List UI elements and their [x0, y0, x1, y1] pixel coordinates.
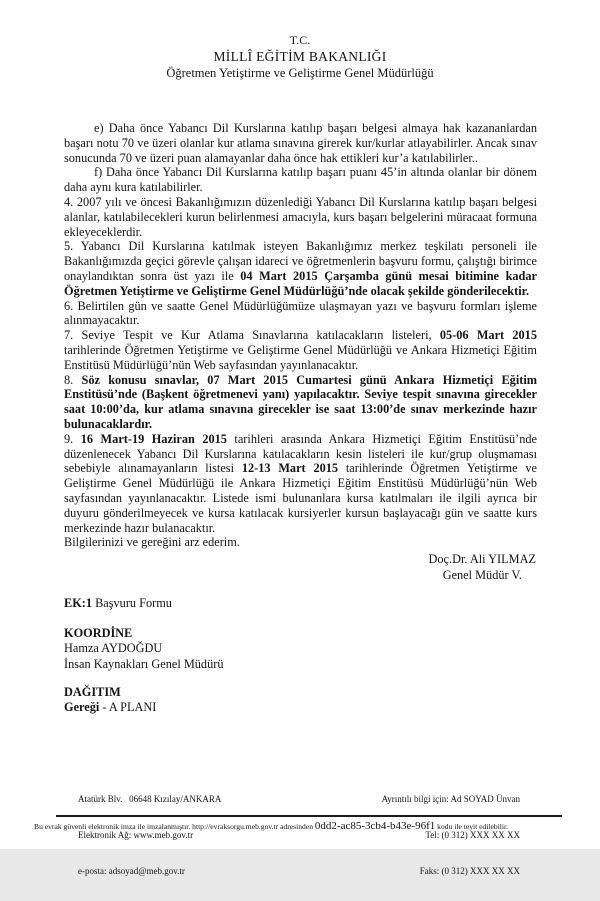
footer-email-line: e-posta: adsoyad@meb.gov.tr	[78, 866, 185, 876]
verification-suffix: kodu ile teyit edilebilir.	[435, 822, 509, 831]
letterhead-state: T.C.	[289, 33, 311, 47]
footer-web-line: Elektronik Ağ: www.meb.gov.tr	[78, 830, 194, 840]
dagitim-value: - A PLANI	[99, 699, 157, 714]
paragraph: 6. Belirtilen gün ve saatte Genel Müdürlüğümüze ulaşmayan yazı ve başvuru formları işleme alınmayacaktır.	[64, 298, 537, 328]
dagitim-heading: DAĞITIM	[64, 684, 121, 699]
attachment-line	[64, 596, 537, 611]
footer-address-line: Atatürk Blv. 06648 Kızılay/ANKARA	[78, 794, 222, 804]
letterhead-ministry: MİLLÎ EĞİTİM BAKANLIĞI	[213, 49, 387, 64]
dagitim-line	[64, 700, 537, 715]
footer-contact-column	[382, 769, 520, 901]
paragraph: f) Daha önce Yabancı Dil Kurslarına katılıp başarı puanı 45’in altında olanlar bir dönem daha aynı kura katılabilirler.	[64, 165, 537, 195]
footer-info-line: Ayrıntılı bilgi için: Ad SOYAD Ünvan	[381, 794, 520, 804]
koordine-name: Hamza AYDOĞDU	[64, 641, 163, 656]
letterhead	[0, 0, 600, 81]
paragraph: 9. 16 Mart-19 Haziran 2015 tarihleri arasında Ankara Hizmetiçi Eğitim Enstitüsü’nde düzenlenecek Yabancı Dil Kurslarına katılacakların kesin listeleri ile kur/grup oluşmaması sebebiyle alınamayanların listesi 12-13 Mart 2015 tarihlerinde Öğretmen Yetiştirme ve Geliştirme Genel Müdürlüğü ile Ankara Hizmetiçi Eğitim Enstitüsü Müdürlüğü’nün Web sayfasından yayınlanacaktır. Listede ismi bulunanlara kursa katılmaları ile ilgili ayrıca bir duyuru gönderilmeyecek ve kursa katılacak kursiyerler kursun başlayacağı gün ve saatte kurs merkezinde hazır bulanacaktır.	[64, 431, 537, 535]
letterhead-directorate: Öğretmen Yetiştirme ve Geliştirme Genel Müdürlüğü	[166, 66, 434, 80]
paragraph: 8. Söz konusu sınavlar, 07 Mart 2015 Cumartesi günü Ankara Hizmetiçi Eğitim Enstitüsü’nde (Başkent öğretmenevi yanı) yapılacaktır. Seviye tespit sınavına girecekler saat 10:00’da, kur atlama sınavına girecekler ise saat 13:00’de sınav merkezinde hazır bulunacaklardır.	[64, 372, 537, 431]
footer-address-column	[78, 769, 221, 901]
paragraph: e) Daha önce Yabancı Dil Kurslarına katılıp başarı belgesi almaya hak kazananlardan başarı notu 70 ve üzeri olanlar kur atlama sınavına girerek kur/kurlar atlayabilirler. Ancak sınav sonucunda 70 ve üzeri puan alamayanlar daha önce hak ettikleri kur’a katılabilirler..	[64, 121, 537, 165]
footer-tel-line: Tel: (0 312) XXX XX XX	[425, 830, 520, 840]
signatory-name: Doç.Dr. Ali YILMAZ	[428, 552, 536, 567]
e-signature-verification	[34, 820, 580, 833]
footer-fax-line: Faks: (0 312) XXX XX XX	[419, 866, 520, 876]
closing-line: Bilgilerinizi ve gereğini arz ederim.	[64, 535, 240, 550]
koordine-heading: KOORDİNE	[64, 626, 133, 641]
attachment-value: Başvuru Formu	[92, 596, 172, 611]
paragraph: 4. 2007 yılı ve öncesi Bakanlığımızın düzenlediği Yabancı Dil Kurslarına katılıp başarı belgesi alanlar, katılabilecekleri kurun belirlenmesi amacıyla, kurs başarı belgelerini müracaat formuna ekleyeceklerdir.	[64, 194, 537, 239]
paragraph: 7. Seviye Tespit ve Kur Atlama Sınavlarına katılacakların listeleri, 05-06 Mart 2015 tarihlerinde Öğretmen Yetiştirme ve Geliştirme Genel Müdürlüğü ve Ankara Hizmetiçi Eğitim Enstitüsü Müdürlüğü’nün Web sayfasından yayınlanacaktır.	[64, 328, 537, 372]
signatory-title: Genel Müdür V.	[442, 568, 522, 583]
paragraph: 5. Yabancı Dil Kurslarına katılmak isteyen Bakanlığımız merkez teşkilatı personeli ile Bakanlığımızda geçici görevle çalışan idareci ve öğretmenlerin başvuru formu, çalıştığı birimce onaylandıktan sonra üst yazı ile 04 Mart 2015 Çarşamba günü mesai bitimine kadar Öğretmen Yetiştirme ve Geliştirme Genel Müdürlüğü’nde olacak şekilde gönderilecektir.	[64, 239, 537, 298]
verification-prefix: Bu evrak güvenli elektronik imza ile imzalanmıştır. http://evraksorgu.meb.gov.tr adresinden	[34, 822, 315, 831]
dagitim-section	[64, 685, 537, 715]
footer-divider	[56, 815, 562, 817]
verification-code: 0dd2-ac85-3cb4-b43e-96f1	[314, 820, 436, 832]
body-paragraphs	[64, 121, 537, 535]
signature-block	[429, 551, 536, 583]
footer-contact	[78, 769, 520, 901]
attachment-label: EK:1	[64, 596, 93, 611]
letter-body	[64, 121, 537, 550]
dagitim-label: Gereği	[64, 699, 100, 714]
koordine-title: İnsan Kaynakları Genel Müdürü	[64, 656, 224, 671]
koordine-section	[64, 626, 537, 672]
